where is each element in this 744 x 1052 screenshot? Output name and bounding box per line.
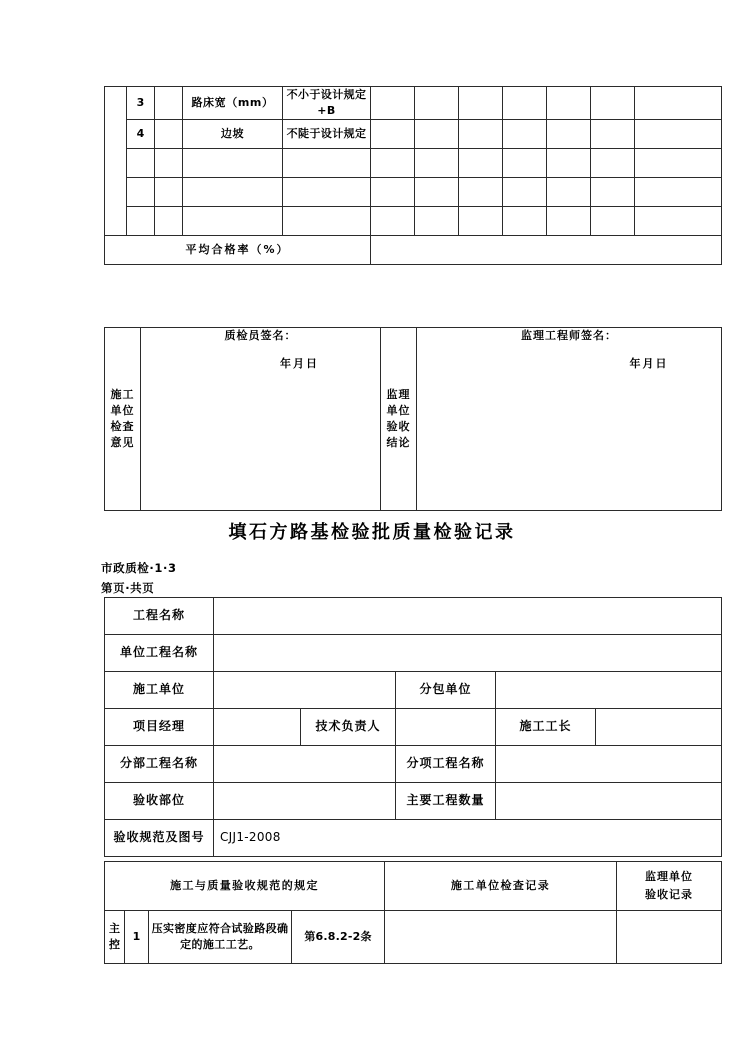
measure-cell[interactable]: [459, 206, 503, 235]
measure-cell[interactable]: [547, 148, 591, 177]
supervision-unit-conclusion-label: [381, 328, 417, 511]
technical-director-value[interactable]: [396, 709, 496, 746]
measure-cell[interactable]: [503, 206, 547, 235]
project-manager-value[interactable]: [214, 709, 301, 746]
row-number[interactable]: [127, 148, 155, 177]
inspection-category: 主控: [105, 911, 125, 964]
measure-cell[interactable]: [459, 87, 503, 120]
measure-cell[interactable]: [503, 87, 547, 120]
table-row: [105, 672, 722, 709]
table-row: [105, 87, 722, 120]
signature-row: [105, 328, 722, 511]
inspector-signature-box[interactable]: [141, 328, 381, 511]
measure-cell[interactable]: [371, 206, 415, 235]
row-item-name[interactable]: [183, 206, 283, 235]
measure-cell[interactable]: [591, 177, 635, 206]
row-item-name[interactable]: [183, 177, 283, 206]
row-spacer-cell: [155, 148, 183, 177]
division-project-label: 分部工程名称: [105, 746, 214, 783]
standard-label: 验收规范及图号: [105, 820, 214, 857]
inspector-date: 年月日: [280, 356, 319, 370]
table-row: [105, 820, 722, 857]
row-number[interactable]: [127, 206, 155, 235]
row-spacer-cell: [155, 206, 183, 235]
row-item-name: 路床宽（mm）: [183, 87, 283, 120]
construction-unit-label: 施工单位: [105, 672, 214, 709]
measure-cell[interactable]: [415, 148, 459, 177]
measure-cell[interactable]: [371, 177, 415, 206]
measure-cell[interactable]: [371, 119, 415, 148]
measure-cell[interactable]: [371, 148, 415, 177]
result-cell[interactable]: [635, 148, 722, 177]
measure-cell[interactable]: [591, 119, 635, 148]
supervisor-signature-label: 监理工程师签名：: [521, 329, 617, 342]
construction-unit-value[interactable]: [214, 672, 396, 709]
result-cell[interactable]: [635, 87, 722, 120]
table-row: [105, 206, 722, 235]
measure-cell[interactable]: [547, 87, 591, 120]
measure-cell[interactable]: [415, 177, 459, 206]
unit-project-name-label: 单位工程名称: [105, 635, 214, 672]
project-manager-label: 项目经理: [105, 709, 214, 746]
measure-cell[interactable]: [371, 87, 415, 120]
signature-table: [104, 327, 722, 511]
acceptance-part-value[interactable]: [214, 783, 396, 820]
measure-cell[interactable]: [503, 119, 547, 148]
measure-cell[interactable]: [459, 177, 503, 206]
average-pass-rate-value[interactable]: [371, 235, 722, 264]
supervision-record-header: [617, 862, 722, 911]
construction-record-cell[interactable]: [385, 911, 617, 964]
construction-unit-opinion-text: 施工单位检查意见: [110, 388, 135, 449]
continued-inspection-table: [104, 86, 722, 265]
inspection-clause: 第6.8.2-2条: [292, 911, 385, 964]
construction-unit-opinion-label: [105, 328, 141, 511]
row-number[interactable]: [127, 177, 155, 206]
measure-cell[interactable]: [415, 87, 459, 120]
subdivision-project-label: 分项工程名称: [396, 746, 496, 783]
table-row: [105, 598, 722, 635]
row-spec[interactable]: [283, 148, 371, 177]
measure-cell[interactable]: [459, 119, 503, 148]
table-row: [105, 635, 722, 672]
result-cell[interactable]: [635, 206, 722, 235]
measure-cell[interactable]: [459, 148, 503, 177]
table-row: [105, 746, 722, 783]
supervision-record-header-line1: 监理单位: [645, 870, 693, 884]
supervisor-date: 年月日: [629, 356, 669, 370]
row-item-name: 边坡: [183, 119, 283, 148]
table-row: [105, 177, 722, 206]
spec-requirement-header: 施工与质量验收规范的规定: [105, 862, 385, 911]
row-item-name[interactable]: [183, 148, 283, 177]
foreman-label: 施工工长: [496, 709, 596, 746]
table-row: [105, 119, 722, 148]
supervision-unit-conclusion-text: 监理单位验收结论: [386, 388, 411, 449]
row-number: 4: [127, 119, 155, 148]
row-spacer-cell: [155, 119, 183, 148]
supervision-record-header-line2: 验收记录: [645, 888, 693, 901]
main-quantity-value[interactable]: [496, 783, 722, 820]
measure-cell[interactable]: [415, 206, 459, 235]
measure-cell[interactable]: [591, 148, 635, 177]
subcontractor-label: 分包单位: [396, 672, 496, 709]
table-row: [105, 709, 722, 746]
main-quantity-label: 主要工程数量: [396, 783, 496, 820]
result-cell[interactable]: [635, 119, 722, 148]
subcontractor-value[interactable]: [496, 672, 722, 709]
inspection-row-number: 1: [125, 911, 149, 964]
row-spacer-cell: [155, 177, 183, 206]
project-name-label: 工程名称: [105, 598, 214, 635]
measure-cell[interactable]: [415, 119, 459, 148]
row-spec: 不陡于设计规定: [283, 119, 371, 148]
table-row: [105, 911, 722, 964]
table-row: [105, 148, 722, 177]
inspection-record-table: [104, 861, 722, 964]
project-name-value[interactable]: [214, 598, 722, 635]
subdivision-project-value[interactable]: [496, 746, 722, 783]
row-number: 3: [127, 87, 155, 120]
technical-director-label: 技术负责人: [301, 709, 396, 746]
row-spacer-cell: [155, 87, 183, 120]
page-note: 第页·共页: [101, 581, 155, 596]
document-meta: [101, 558, 177, 598]
average-pass-rate-row: [105, 235, 722, 264]
measure-cell[interactable]: [547, 177, 591, 206]
construction-record-header: 施工单位检查记录: [385, 862, 617, 911]
project-info-table: [104, 597, 722, 857]
form-code: 市政质检·1·3: [101, 561, 177, 575]
measure-cell[interactable]: [503, 177, 547, 206]
measure-cell[interactable]: [503, 148, 547, 177]
row-spec[interactable]: [283, 206, 371, 235]
result-cell[interactable]: [635, 177, 722, 206]
foreman-value[interactable]: [596, 709, 722, 746]
measure-cell[interactable]: [591, 87, 635, 120]
row-spec: 不小于设计规定+B: [283, 87, 371, 120]
measure-cell[interactable]: [591, 206, 635, 235]
measure-cell[interactable]: [547, 206, 591, 235]
inspection-requirement: 压实密度应符合试验路段确定的施工工艺。: [149, 911, 292, 964]
measure-cell[interactable]: [547, 119, 591, 148]
division-project-value[interactable]: [214, 746, 396, 783]
unit-project-name-value[interactable]: [214, 635, 722, 672]
standard-value[interactable]: CJJ1-2008: [214, 820, 722, 857]
supervision-record-cell[interactable]: [617, 911, 722, 964]
average-pass-rate-label: 平均合格率（%）: [105, 235, 371, 264]
inspection-header-row: [105, 862, 722, 911]
row-spec[interactable]: [283, 177, 371, 206]
inspector-signature-label: 质检员签名：: [224, 329, 297, 342]
table-row: [105, 783, 722, 820]
acceptance-part-label: 验收部位: [105, 783, 214, 820]
page-title: 填石方路基检验批质量检验记录: [228, 522, 516, 543]
supervisor-signature-box[interactable]: [417, 328, 722, 511]
top-table-category-cell: [105, 87, 127, 236]
